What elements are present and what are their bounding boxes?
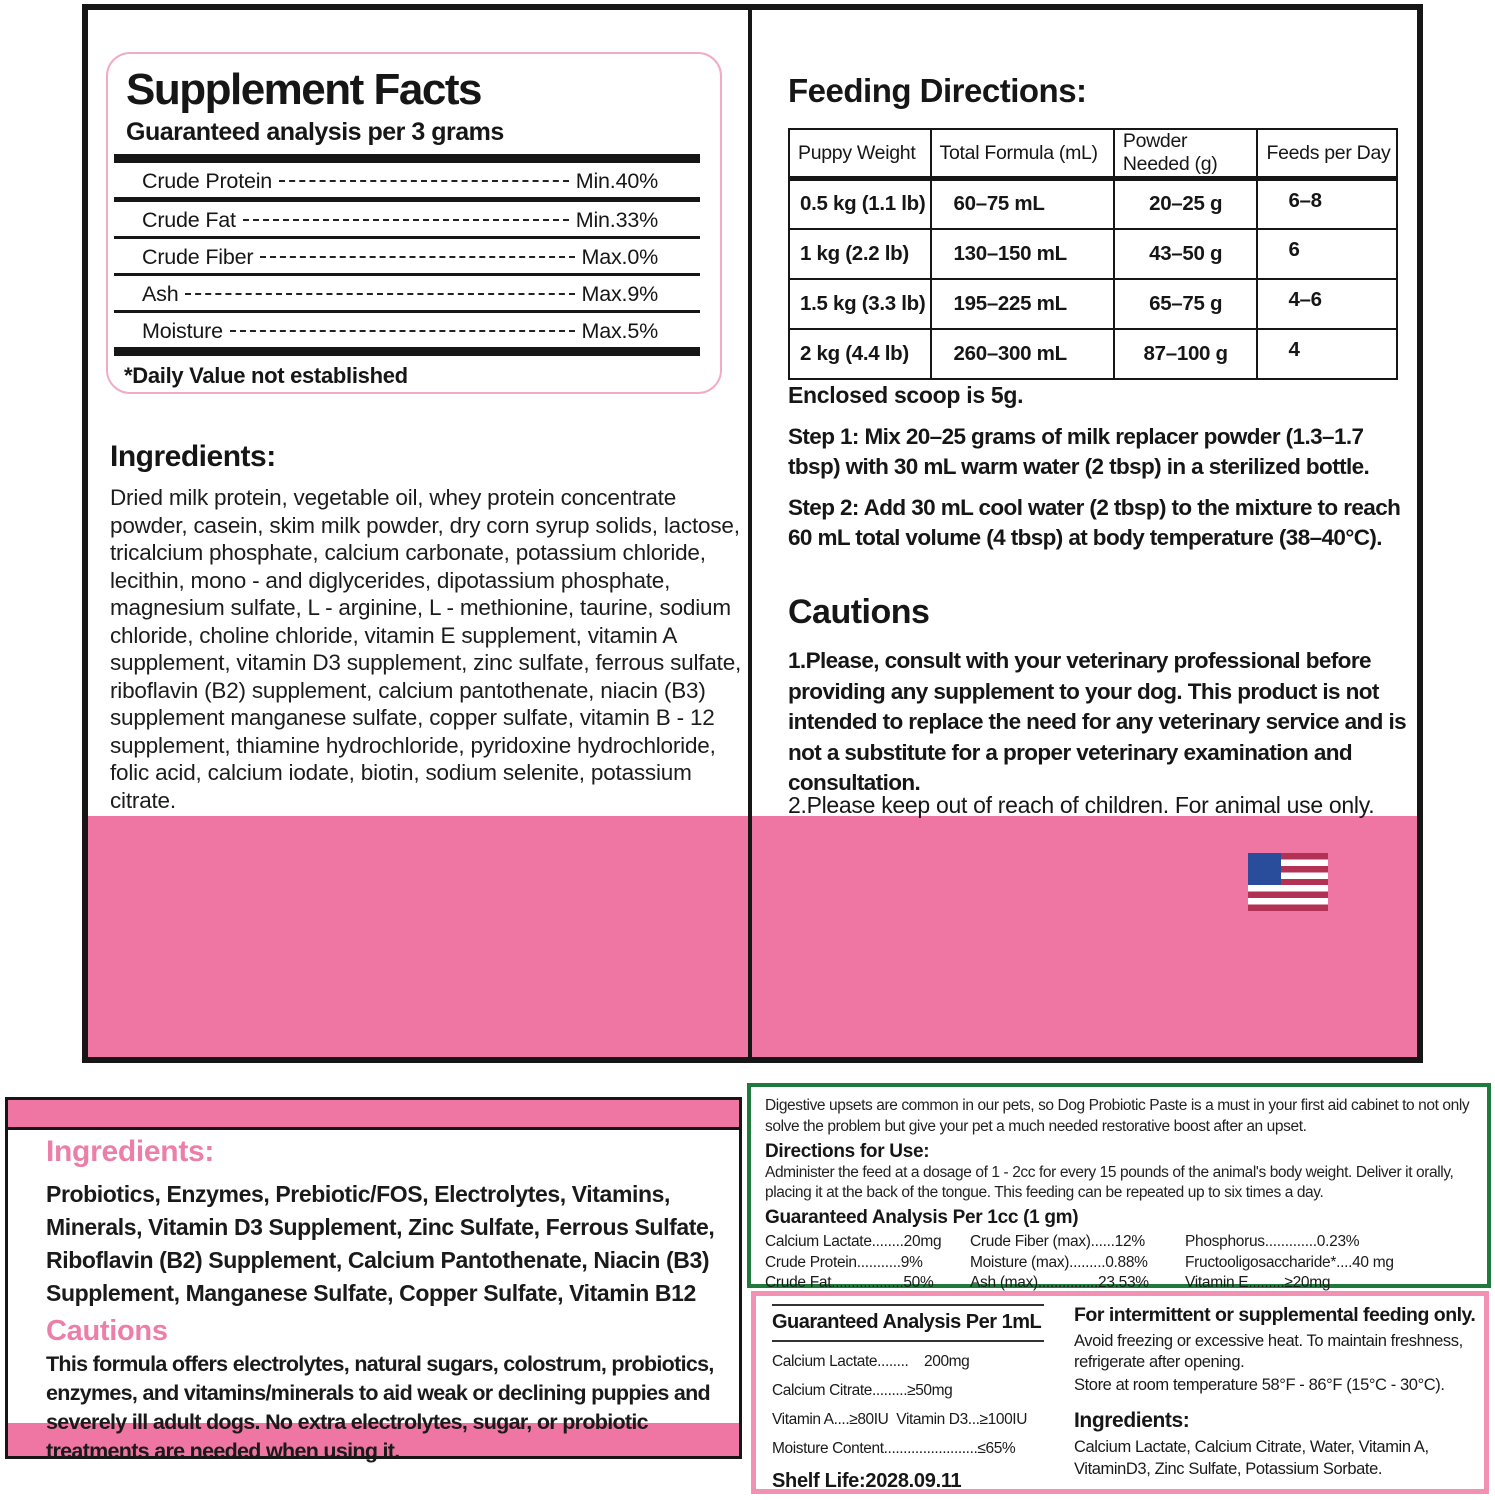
analysis-column [765, 1232, 970, 1294]
guaranteed-analysis-1ml-heading: Guaranteed Analysis Per 1mL [772, 1311, 1042, 1333]
intermittent-feeding-note: For intermittent or supplemental feeding only. [1074, 1304, 1476, 1326]
divider-bar [114, 154, 700, 163]
analysis-value: Min.40% [575, 168, 658, 193]
analysis-value: Max.9% [581, 281, 658, 306]
analysis-item: Ash (max)...............23.53% [970, 1274, 1149, 1291]
caution-item-2: 2.Please keep out of reach of children. For animal use only. [788, 792, 1375, 818]
daily-value-footnote: *Daily Value not established [124, 363, 408, 388]
analysis-row [108, 163, 720, 197]
cell-formula: 195–225 mL [931, 279, 1114, 329]
paste-intro-text: Digestive upsets are common in our pets, so Dog Probiotic Paste is a must in your first aid cabinet to not only solve the problem but give your pet a much needed restorative boost after an upset. [765, 1097, 1470, 1135]
table-row [789, 179, 1397, 229]
col-header: Puppy Weight [789, 129, 931, 179]
cautions-heading: Cautions [46, 1315, 168, 1347]
ingredients-heading: Ingredients: [1074, 1409, 1190, 1432]
analysis-item: Calcium Citrate.........≥50mg [772, 1382, 953, 1399]
analysis-label: Crude Fat [142, 207, 236, 232]
cell-powder: 20–25 g [1114, 179, 1258, 229]
scoop-note: Enclosed scoop is 5g. [788, 382, 1024, 408]
analysis-row [108, 239, 720, 273]
cell-formula: 130–150 mL [931, 229, 1114, 279]
liquid-analysis-column [772, 1304, 1064, 1493]
cell-feeds: 4–6 [1257, 279, 1397, 329]
directions-for-use-text: Administer the feed at a dosage of 1 - 2cc for every 15 pounds of the animal's body weight. Deliver it orally, placing it at the back of the tongue. This feeding can be repeated up to six times a day. [765, 1164, 1454, 1201]
analysis-row [108, 202, 720, 236]
cell-formula: 60–75 mL [931, 179, 1114, 229]
analysis-label: Moisture [142, 318, 223, 343]
us-flag-icon [1248, 853, 1328, 911]
col-header: Feeds per Day [1257, 129, 1397, 179]
us-flag-canton [1248, 853, 1281, 885]
analysis-label: Ash [142, 281, 179, 306]
dash-leader [243, 219, 569, 221]
cell-weight: 0.5 kg (1.1 lb) [789, 179, 931, 229]
analysis-label: Crude Protein [142, 168, 273, 193]
analysis-value: Min.33% [575, 207, 658, 232]
directions-for-use-heading: Directions for Use: [765, 1141, 930, 1162]
analysis-item: Vitamin A....≥80IU Vitamin D3...≥100IU [772, 1411, 1027, 1428]
cell-formula: 260–300 mL [931, 329, 1114, 379]
analysis-item: Vitamin E.........≥20mg [1185, 1274, 1331, 1291]
analysis-column [970, 1232, 1185, 1294]
ingredients-text: Probiotics, Enzymes, Prebiotic/FOS, Electrolytes, Vitamins, Minerals, Vitamin D3 Supplement, Zinc Sulfate, Ferrous Sulfate, Riboflavin (B2) Supplement, Calcium Pantothenate, Niacin (B3) Supplement, Manganese Sulfate, Copper Sulfate, Vitamin B12 [46, 1181, 715, 1306]
ingredients-heading: Ingredients: [46, 1135, 215, 1168]
ingredients-text: Calcium Lactate, Calcium Citrate, Water, Vitamin A, VitaminD3, Zinc Sulfate, Potassium Sorbate. [1074, 1438, 1429, 1478]
dash-leader [185, 293, 574, 295]
supplement-facts-title: Supplement Facts [126, 65, 481, 114]
dash-leader [230, 330, 575, 332]
cell-feeds: 6 [1257, 229, 1397, 279]
mixing-step-2: Step 2: Add 30 mL cool water (2 tbsp) to the mixture to reach 60 mL total volume (4 tbsp) at body temperature (38–40°C). [788, 495, 1401, 550]
analysis-row [108, 313, 720, 347]
analysis-item: Phosphorus.............0.23% [1185, 1233, 1360, 1250]
cell-weight: 2 kg (4.4 lb) [789, 329, 931, 379]
storage-temperature: Store at room temperature 58°F - 86°F (15°C - 30°C). [1074, 1376, 1445, 1394]
analysis-value: Max.0% [581, 244, 658, 269]
col-header: Total Formula (mL) [931, 129, 1114, 179]
cell-powder: 87–100 g [1114, 329, 1258, 379]
ingredients-text: Dried milk protein, vegetable oil, whey protein concentrate powder, casein, skim milk powder, dry corn syrup solids, lactose, tricalcium phosphate, calcium carbonate, potassium chloride, lecithin, mono - and diglycerides, dipotassium phosphate, magnesium sulfate, L - arginine, L - methionine, taurine, sodium chloride, choline chloride, vitamin E supplement, vitamin A supplement, vitamin D3 supplement, zinc sulfate, ferrous sulfate, riboflavin (B2) supplement, calcium pantothenate, niacin (B3) supplement manganese sulfate, copper sulfate, vitamin B - 12 supplement, thiamine hydrochloride, pyridoxine hydrochloride, folic acid, calcium iodate, biotin, sodium selenite, potassium citrate. [110, 485, 742, 813]
cell-weight: 1 kg (2.2 lb) [789, 229, 931, 279]
table-row [789, 279, 1397, 329]
feeding-directions-heading: Feeding Directions: [788, 72, 1087, 109]
divider-bar [114, 347, 700, 356]
table-row [789, 229, 1397, 279]
rule-line [772, 1340, 1044, 1342]
analysis-item: Moisture Content........................≤65% [772, 1440, 1016, 1457]
analysis-item: Crude Protein...........9% [765, 1253, 923, 1271]
analysis-item: Moisture (max).........0.88% [970, 1253, 1148, 1271]
pink-strip-top [8, 1100, 739, 1130]
guaranteed-analysis-1cc-heading: Guaranteed Analysis Per 1cc (1 gm) [765, 1207, 1079, 1228]
supplement-facts-subtitle: Guaranteed analysis per 3 grams [126, 118, 504, 146]
analysis-item: Calcium Lactate........ 200mg [772, 1353, 970, 1370]
feeding-table [788, 128, 1398, 380]
cell-powder: 43–50 g [1114, 229, 1258, 279]
main-label-panel [82, 4, 1423, 1063]
cautions-text: This formula offers electrolytes, natural sugars, colostrum, probiotics, enzymes, and vitamins/minerals to aid weak or declining puppies and severely ill adult dogs. No extra electrolytes, sugar, or probiotic treatments are needed when using it. [46, 1352, 714, 1463]
shelf-life: Shelf Life:2028.09.11 [772, 1470, 962, 1492]
col-header: Powder Needed (g) [1114, 129, 1258, 179]
analysis-label: Crude Fiber [142, 244, 254, 269]
dash-leader [279, 180, 569, 182]
cell-weight: 1.5 kg (3.3 lb) [789, 279, 931, 329]
feeding-table-header-row [789, 129, 1397, 179]
liquid-supplement-panel [751, 1291, 1489, 1494]
analysis-columns [765, 1232, 1473, 1294]
paste-ingredients-content [46, 1134, 725, 1466]
liquid-info-column [1074, 1304, 1482, 1480]
caution-item-1: 1.Please, consult with your veterinary professional before providing any supplement to your dog. This product is not intended to replace the need for any veterinary service and is not a substitute for a proper veterinary examination and consultation. [788, 648, 1407, 795]
probiotic-paste-panel [747, 1083, 1491, 1291]
analysis-column [1185, 1232, 1465, 1294]
analysis-item: Crude Fiber (max)......12% [970, 1233, 1145, 1250]
analysis-item: Calcium Lactate........20mg [765, 1233, 942, 1250]
mixing-step-1: Step 1: Mix 20–25 grams of milk replacer powder (1.3–1.7 tbsp) with 30 mL warm water (2 tbsp) in a sterilized bottle. [788, 424, 1370, 479]
storage-instructions: Avoid freezing or excessive heat. To maintain freshness, refrigerate after opening. [1074, 1332, 1463, 1371]
pink-band [88, 816, 1417, 1057]
dash-leader [260, 256, 574, 258]
analysis-row [108, 276, 720, 310]
paste-ingredients-panel [5, 1097, 742, 1463]
analysis-value: Max.5% [581, 318, 658, 343]
cell-feeds: 4 [1257, 329, 1397, 379]
analysis-item: Fructooligosaccharide*....40 mg [1185, 1253, 1394, 1271]
cautions-heading: Cautions [788, 593, 930, 631]
cell-powder: 65–75 g [1114, 279, 1258, 329]
supplement-facts-box [106, 52, 722, 394]
cell-feeds: 6–8 [1257, 179, 1397, 229]
ingredients-heading: Ingredients: [110, 440, 276, 473]
analysis-item: Crude Fat..................50% [765, 1274, 934, 1291]
table-row [789, 329, 1397, 379]
